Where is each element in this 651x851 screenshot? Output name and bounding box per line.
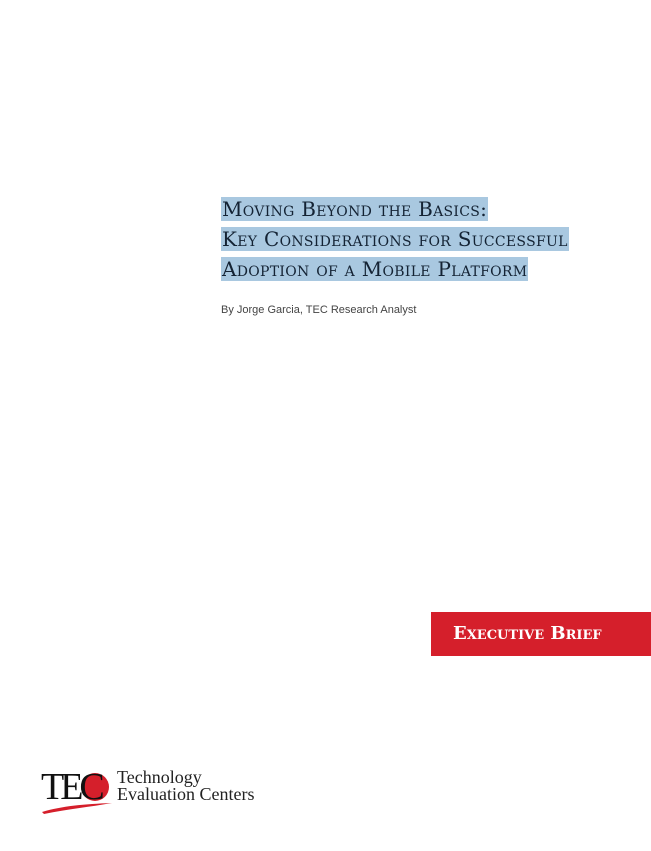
logo-line-1: Technology <box>117 767 202 787</box>
title-line-3: Adoption of a Mobile Platform <box>222 257 528 281</box>
tec-logo-letters: TEC <box>41 766 101 808</box>
executive-brief-banner: Executive Brief <box>431 612 651 656</box>
tec-logo <box>40 764 280 820</box>
title-line-2: Key Considerations for Successful <box>222 227 568 251</box>
author-byline: By Jorge Garcia, TEC Research Analyst <box>221 304 417 316</box>
tec-logo-wordmark <box>117 769 254 803</box>
tec-logo-mark-icon <box>40 764 118 820</box>
document-title <box>221 197 569 287</box>
title-line-1: Moving Beyond the Basics: <box>222 197 488 221</box>
logo-line-2: Evaluation Centers <box>117 784 255 804</box>
